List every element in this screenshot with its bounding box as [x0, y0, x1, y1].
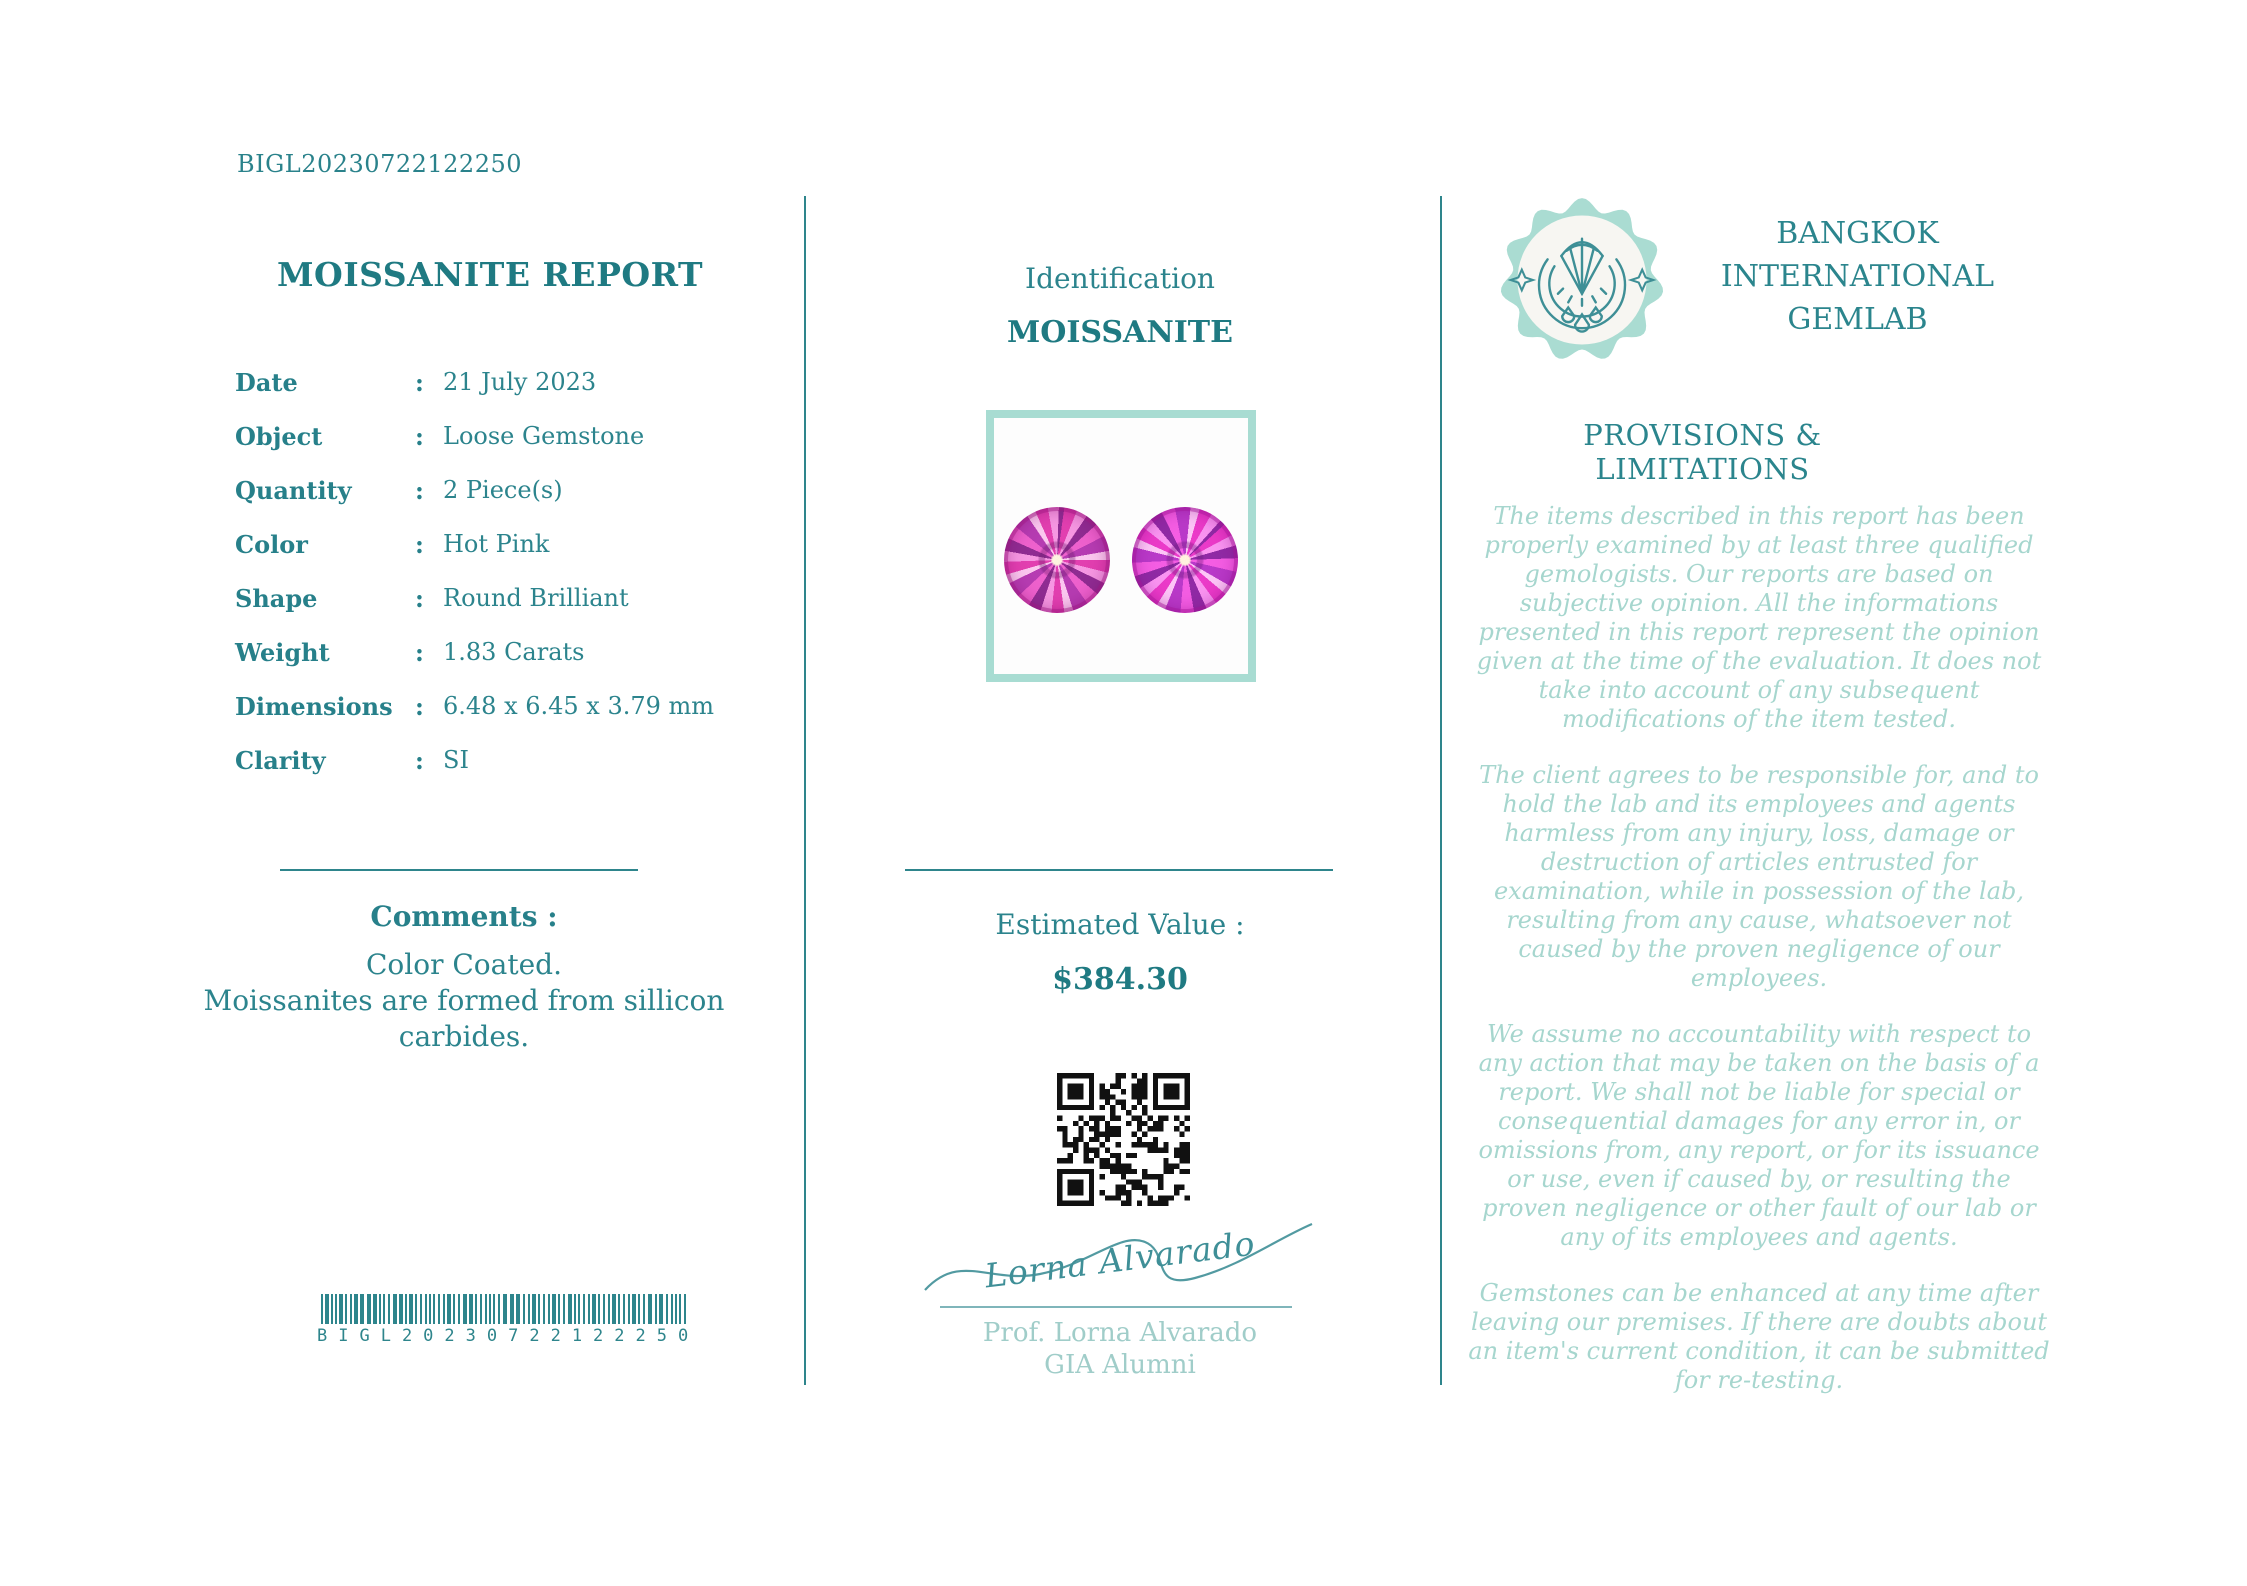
barcode: [317, 1294, 700, 1346]
field-value: Loose Gemstone: [443, 422, 645, 450]
barcode-bars-icon: [317, 1294, 693, 1324]
field-label: Date: [235, 368, 298, 397]
field-value: 21 July 2023: [443, 368, 597, 396]
field-label: Weight: [235, 638, 330, 667]
provisions-text: [1463, 502, 2055, 1422]
signatory-credential: GIA Alumni: [1044, 1350, 1196, 1380]
field-row-dimensions: [235, 692, 780, 746]
provisions-paragraph: Gemstones can be enhanced at any time after leaving our premises. If there are doubts about an item's current condition, it can be submitted for re-testing.: [1468, 1279, 2050, 1394]
field-row-weight: [235, 638, 780, 692]
field-label: Clarity: [235, 746, 326, 775]
provisions-paragraph: We assume no accountability with respect to any action that may be taken on the basis of a report. We shall not be liable for special or consequential damages for any error in, or omissions from, any report, or for its issuance or use, even if caused by, or resulting the proven negligence or other fault of our lab or any of its employees and agents.: [1478, 1020, 2040, 1251]
field-row-clarity: [235, 746, 780, 800]
estimated-value-amount: $384.30: [1052, 962, 1188, 997]
field-value: SI: [443, 746, 469, 774]
field-label: Shape: [235, 584, 318, 613]
field-row-shape: [235, 584, 780, 638]
gemstone-photo: [986, 410, 1256, 682]
field-row-quantity: [235, 476, 780, 530]
comments-divider-line: [280, 869, 638, 871]
field-value: Round Brilliant: [443, 584, 629, 612]
barcode-text: BIGL20230722122250: [317, 1326, 700, 1346]
field-row-object: [235, 422, 780, 476]
field-colon: :: [415, 584, 424, 613]
comments-line: Moissanites are formed from sillicon carbides.: [203, 984, 725, 1053]
field-colon: :: [415, 422, 424, 451]
field-label: Color: [235, 530, 308, 559]
signature-script-name: Lorna Alvarado: [982, 1223, 1258, 1296]
field-colon: :: [415, 476, 424, 505]
field-value: 1.83 Carats: [443, 638, 585, 666]
signature: [920, 1212, 1320, 1312]
field-label: Quantity: [235, 476, 352, 505]
signature-underline: [940, 1306, 1292, 1308]
estimated-value-divider-line: [905, 869, 1333, 871]
lab-name-line: INTERNATIONAL: [1720, 259, 1995, 294]
qr-code-icon: [1057, 1073, 1190, 1206]
field-colon: :: [415, 746, 424, 775]
lab-name-line: GEMLAB: [1787, 302, 1928, 337]
field-row-color: [235, 530, 780, 584]
identification-result: MOISSANITE: [1007, 315, 1233, 350]
comments-section: [178, 900, 750, 1055]
field-value: Hot Pink: [443, 530, 550, 558]
gemstone-image-left: [1004, 507, 1110, 613]
field-label: Object: [235, 422, 323, 451]
field-colon: :: [415, 692, 424, 721]
provisions-paragraph: The items described in this report has been properly examined by at least three qualified gemologists. Our reports are based on subjective opinion. All the informations presented in this report represent the opinion given at the time of the evaluation. It does not take into account of any subsequent modifications of the item tested.: [1476, 502, 2042, 733]
column-divider-right: [1440, 196, 1442, 1385]
report-number: BIGL20230722122250: [237, 150, 522, 178]
field-colon: :: [415, 368, 424, 397]
field-colon: :: [415, 530, 424, 559]
lab-seal-logo-icon: [1494, 194, 1670, 366]
field-colon: :: [415, 638, 424, 667]
comments-heading: Comments :: [370, 900, 558, 933]
lab-name: [1660, 212, 2055, 341]
gemstone-image-right: [1110, 485, 1259, 634]
provisions-heading: PROVISIONS & LIMITATIONS: [1583, 418, 1822, 486]
lab-name-line: BANGKOK: [1776, 216, 1939, 251]
column-divider-left: [804, 196, 806, 1385]
field-row-date: [235, 368, 780, 422]
signatory-title: Prof. Lorna Alvarado: [982, 1318, 1258, 1348]
field-value: 2 Piece(s): [443, 476, 563, 504]
estimated-value-label: Estimated Value :: [995, 908, 1245, 941]
report-title: MOISSANITE REPORT: [276, 255, 704, 294]
provisions-paragraph: The client agrees to be responsible for, and to hold the lab and its employees and agents harmless from any injury, loss, damage or destruction of articles entrusted for examination, while in possession of the lab, resulting from any cause, whatsoever not caused by the proven negligence of our employees.: [1479, 761, 2039, 992]
field-label: Dimensions: [235, 692, 393, 721]
field-value: 6.48 x 6.45 x 3.79 mm: [443, 692, 715, 720]
comments-line: Color Coated.: [366, 948, 562, 981]
report-fields: [235, 368, 780, 800]
identification-label: Identification: [1025, 262, 1215, 295]
